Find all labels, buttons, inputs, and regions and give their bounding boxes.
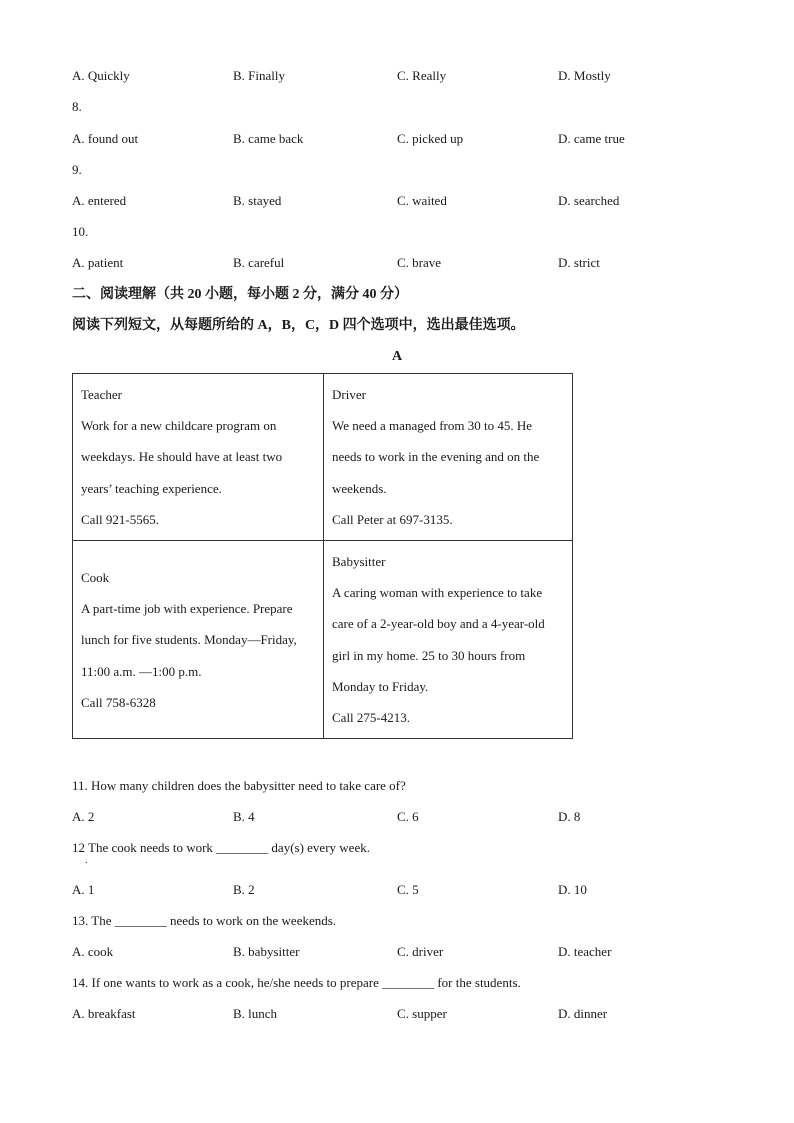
option-a[interactable]: A. 1 bbox=[72, 882, 95, 897]
option-c[interactable]: C. driver bbox=[397, 944, 444, 959]
option-b[interactable]: B. babysitter bbox=[233, 944, 300, 959]
question-12-text: 12 The cook needs to work ________ day(s) every week. bbox=[72, 840, 370, 855]
option-a[interactable]: A. found out bbox=[72, 131, 139, 146]
option-b[interactable]: B. lunch bbox=[233, 1006, 278, 1021]
ad-line: weekends. bbox=[332, 480, 387, 496]
option-b[interactable]: B. careful bbox=[233, 255, 285, 270]
ad-line: Call 921-5565. bbox=[81, 511, 159, 527]
option-c[interactable]: C. 6 bbox=[397, 809, 419, 824]
option-a[interactable]: A. breakfast bbox=[72, 1006, 136, 1021]
option-b[interactable]: B. 2 bbox=[233, 882, 255, 897]
question-10-number: 10. bbox=[72, 224, 89, 239]
table-divider-vertical bbox=[323, 374, 324, 738]
option-b[interactable]: B. Finally bbox=[233, 68, 286, 83]
question-12-dot: . bbox=[85, 855, 88, 866]
option-d[interactable]: D. Mostly bbox=[558, 68, 611, 83]
ad-title: Babysitter bbox=[332, 554, 386, 569]
option-b[interactable]: B. came back bbox=[233, 131, 304, 146]
ad-line: girl in my home. 25 to 30 hours from bbox=[332, 647, 526, 663]
option-a[interactable]: A. patient bbox=[72, 255, 124, 270]
question-14-text: 14. If one wants to work as a cook, he/she needs to prepare ________ for the students. bbox=[72, 975, 521, 990]
ad-title: Driver bbox=[332, 387, 366, 402]
option-d[interactable]: D. strict bbox=[558, 255, 600, 270]
ad-line: Call 758-6328 bbox=[81, 694, 156, 710]
ad-babysitter bbox=[332, 546, 545, 733]
ad-line: lunch for five students. Monday—Friday, bbox=[81, 632, 297, 648]
ad-line: We need a managed from 30 to 45. He bbox=[332, 418, 533, 434]
option-b[interactable]: B. stayed bbox=[233, 193, 282, 208]
ad-line: needs to work in the evening and on the bbox=[332, 449, 540, 465]
option-a[interactable]: A. 2 bbox=[72, 809, 95, 824]
option-c[interactable]: C. Really bbox=[397, 68, 447, 83]
question-9-number: 9. bbox=[72, 162, 82, 177]
ad-line: Call 275-4213. bbox=[332, 710, 410, 726]
option-b[interactable]: B. 4 bbox=[233, 809, 255, 824]
option-d[interactable]: D. 8 bbox=[558, 809, 581, 824]
ad-line: 11:00 a.m. —1:00 p.m. bbox=[81, 663, 202, 679]
ad-line: Call Peter at 697-3135. bbox=[332, 511, 453, 527]
ad-line: A caring woman with experience to take bbox=[332, 585, 543, 601]
ad-line: A part-time job with experience. Prepare bbox=[81, 601, 293, 617]
section-instruction: 阅读下列短文，从每题所给的 A，B，C，D 四个选项中，选出最佳选项。 bbox=[72, 318, 525, 333]
ad-line: Monday to Friday. bbox=[332, 678, 429, 694]
question-8-number: 8. bbox=[72, 99, 82, 114]
ad-teacher bbox=[81, 379, 282, 535]
ad-line: care of a 2-year-old boy and a 4-year-old bbox=[332, 616, 545, 632]
question-11-text: 11. How many children does the babysitter need to take care of? bbox=[72, 778, 406, 793]
ad-title: Cook bbox=[81, 570, 110, 585]
ad-line: weekdays. He should have at least two bbox=[81, 449, 283, 465]
ad-title: Teacher bbox=[81, 387, 122, 402]
ad-cook bbox=[81, 562, 297, 718]
option-c[interactable]: C. brave bbox=[397, 255, 442, 270]
option-a[interactable]: A. cook bbox=[72, 944, 114, 959]
job-ads-table bbox=[72, 373, 573, 739]
question-13-text: 13. The ________ needs to work on the weekends. bbox=[72, 913, 337, 928]
passage-label: A bbox=[391, 349, 403, 364]
table-divider-horizontal bbox=[73, 540, 572, 541]
option-d[interactable]: D. 10 bbox=[558, 882, 587, 897]
option-d[interactable]: D. came true bbox=[558, 131, 625, 146]
option-d[interactable]: D. searched bbox=[558, 193, 620, 208]
ad-line: Work for a new childcare program on bbox=[81, 418, 277, 434]
ad-line: years’ teaching experience. bbox=[81, 480, 222, 496]
option-d[interactable]: D. dinner bbox=[558, 1006, 608, 1021]
option-a[interactable]: A. entered bbox=[72, 193, 127, 208]
section-heading: 二、阅读理解（共 20 小题，每小题 2 分，满分 40 分） bbox=[72, 287, 408, 302]
option-c[interactable]: C. supper bbox=[397, 1006, 447, 1021]
option-c[interactable]: C. waited bbox=[397, 193, 447, 208]
ad-driver bbox=[332, 379, 539, 535]
option-c[interactable]: C. picked up bbox=[397, 131, 464, 146]
option-a[interactable]: A. Quickly bbox=[72, 68, 130, 83]
option-d[interactable]: D. teacher bbox=[558, 944, 612, 959]
option-c[interactable]: C. 5 bbox=[397, 882, 419, 897]
